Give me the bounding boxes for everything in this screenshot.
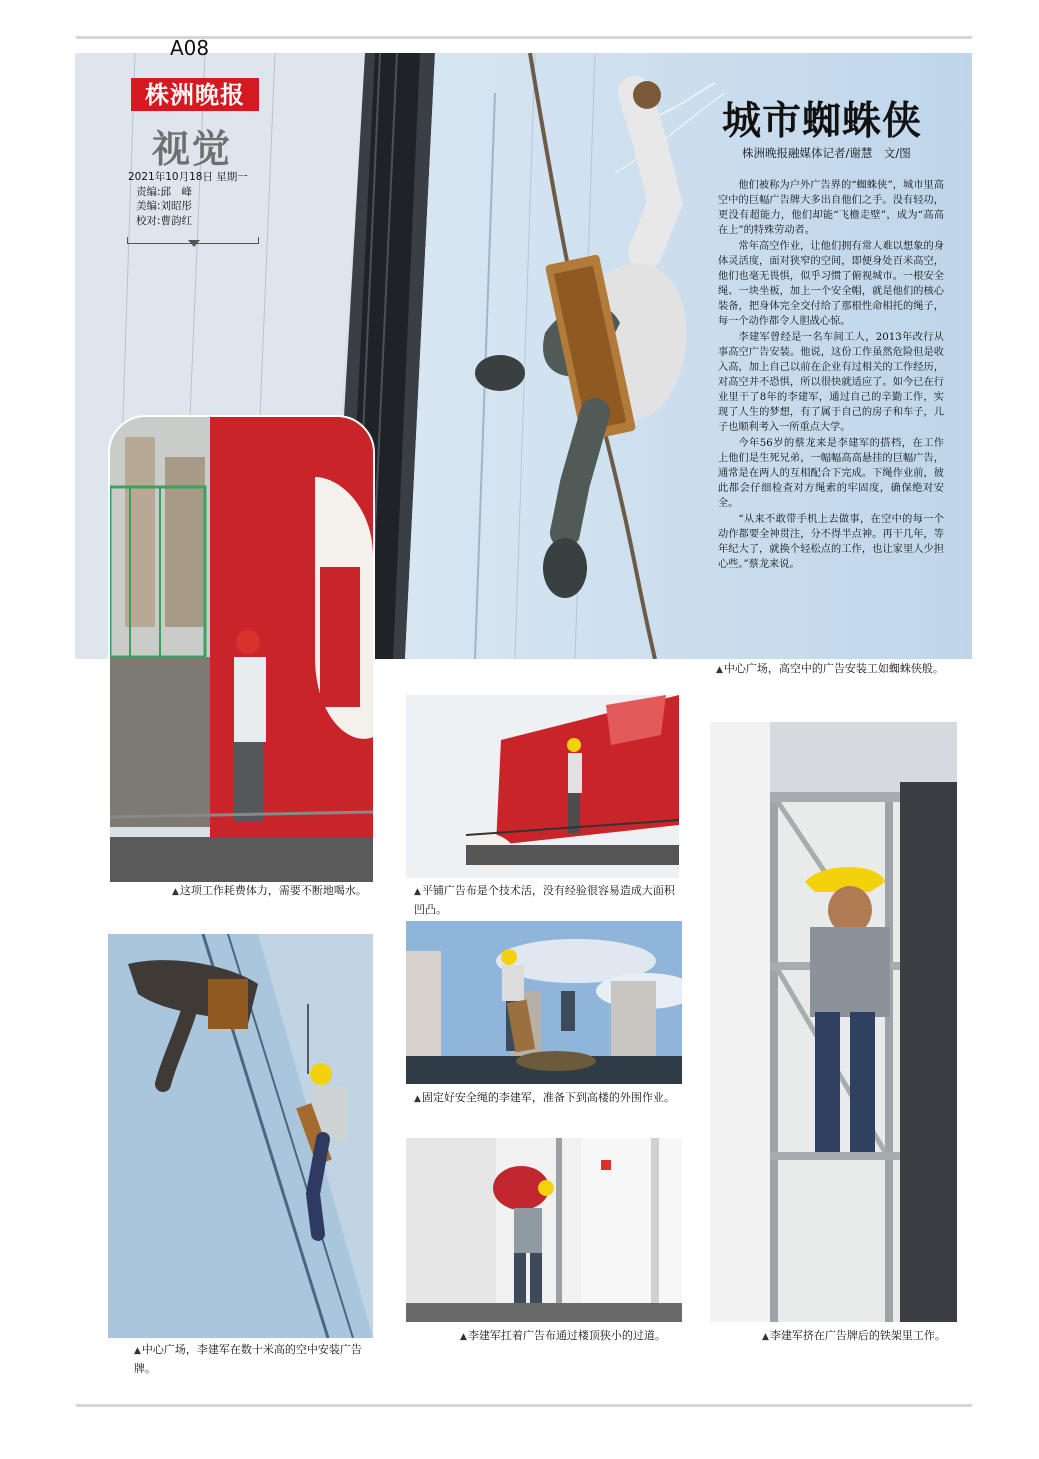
triangle-icon: ▲: [172, 887, 179, 897]
section-title: 视觉: [152, 126, 233, 171]
triangle-icon: ▲: [716, 665, 723, 675]
rope-worker-illustration: [406, 921, 682, 1084]
credit-editor: 责编:邱 峰: [136, 185, 193, 198]
credits-notch-icon: [188, 240, 200, 247]
caption-rope: ▲固定好安全绳的李建军，准备下到高楼的外围作业。: [414, 1091, 675, 1104]
photo-iron-frame: [710, 722, 957, 1322]
triangle-icon: ▲: [762, 1332, 769, 1342]
caption-hero: ▲中心广场，高空中的广告安装工如蜘蛛侠般。: [716, 662, 944, 675]
credit-proofreader: 校对:曹韵红: [136, 214, 193, 227]
weekday: 星期一: [216, 171, 248, 183]
page-number: A08: [170, 36, 210, 60]
article-byline: 株洲晚报融媒体记者/谢慧 文/图: [742, 146, 911, 160]
photo-laying-banner: [406, 695, 679, 878]
caption-install: ▲中心广场，李建军在数十米高的空中安装广告牌。: [134, 1343, 362, 1375]
credits-block: [128, 170, 260, 228]
caption-carry: ▲李建军扛着广告布通过楼顶狭小的过道。: [460, 1329, 666, 1342]
paragraph: “从来不敢带手机上去做事，在空中的每一个动作都要全神贯注，分不得半点神。再干几年，等年纪大了，就换个轻松点的工作，也让家里人少担心些。”蔡龙来说。: [718, 514, 944, 570]
triangle-icon: ▲: [414, 887, 421, 897]
frame-worker-illustration: [710, 722, 957, 1322]
photo-carrying-banner: [406, 1138, 682, 1322]
photo-installing-billboard: [108, 934, 373, 1338]
paragraph: 他们被称为户外广告界的“蜘蛛侠”，城市里高空中的巨幅广告牌大多出自他们之手。没有轻功，更没有超能力，他们却能“飞檐走壁”，成为“高高在上”的特殊劳动者。: [718, 180, 944, 236]
caption-drink: ▲这项工作耗费体力，需要不断地喝水。: [172, 884, 367, 897]
photo-drinking-water: [108, 415, 375, 884]
photo-safety-rope: [406, 921, 682, 1084]
article-body: [718, 178, 944, 573]
bottom-rule: [76, 1404, 972, 1407]
article-headline: 城市蜘蛛侠: [722, 99, 923, 144]
top-rule: [76, 36, 972, 39]
caption-frame: ▲李建军挤在广告牌后的铁架里工作。: [762, 1329, 946, 1342]
credit-designer: 美编:刘昭彤: [136, 200, 193, 212]
newspaper-logo: 株洲晚报: [131, 78, 259, 111]
installing-worker-illustration: [108, 934, 373, 1338]
carrying-worker-illustration: [406, 1138, 682, 1322]
drinking-worker-illustration: [110, 417, 373, 882]
paragraph: 今年56岁的蔡龙来是李建军的搭档，在工作上他们是生死兄弟，一幅幅高高悬挂的巨幅广告，通常是在两人的互相配合下完成。下绳作业前，彼此都会仔细检查对方绳索的牢固度，确保绝对安全。: [718, 438, 944, 509]
caption-flat: ▲平铺广告布是个技术活，没有经验很容易造成大面积凹凸。: [414, 884, 675, 916]
triangle-icon: ▲: [134, 1346, 141, 1356]
banner-worker-illustration: [406, 695, 679, 878]
date-line: [128, 170, 260, 185]
triangle-icon: ▲: [460, 1332, 467, 1342]
paragraph: 常年高空作业，让他们拥有常人难以想象的身体灵活度，面对狭窄的空间，即便身处百米高空，他们也毫无畏惧，似乎习惯了俯视城市。一根安全绳、一块坐板，加上一个安全帽，就是他们的核心装备，把身体完全交付给了那根性命相托的绳子，每一个动作都令人胆战心惊。: [718, 241, 944, 327]
triangle-icon: ▲: [414, 1094, 421, 1104]
paragraph: 李建军曾经是一名车间工人，2013年改行从事高空广告安装。他说，这份工作虽然危险但是收入高，加上自己以前在企业有过相关的工作经历，对高空并不恐惧，所以很快就适应了。如今已在行业里干了8年的李建军，通过自己的辛勤工作，实现了人生的梦想，有了属于自己的房子和车子，儿子也顺利考入一所重点大学。: [718, 332, 944, 433]
date: 2021年10月18日: [128, 171, 213, 183]
